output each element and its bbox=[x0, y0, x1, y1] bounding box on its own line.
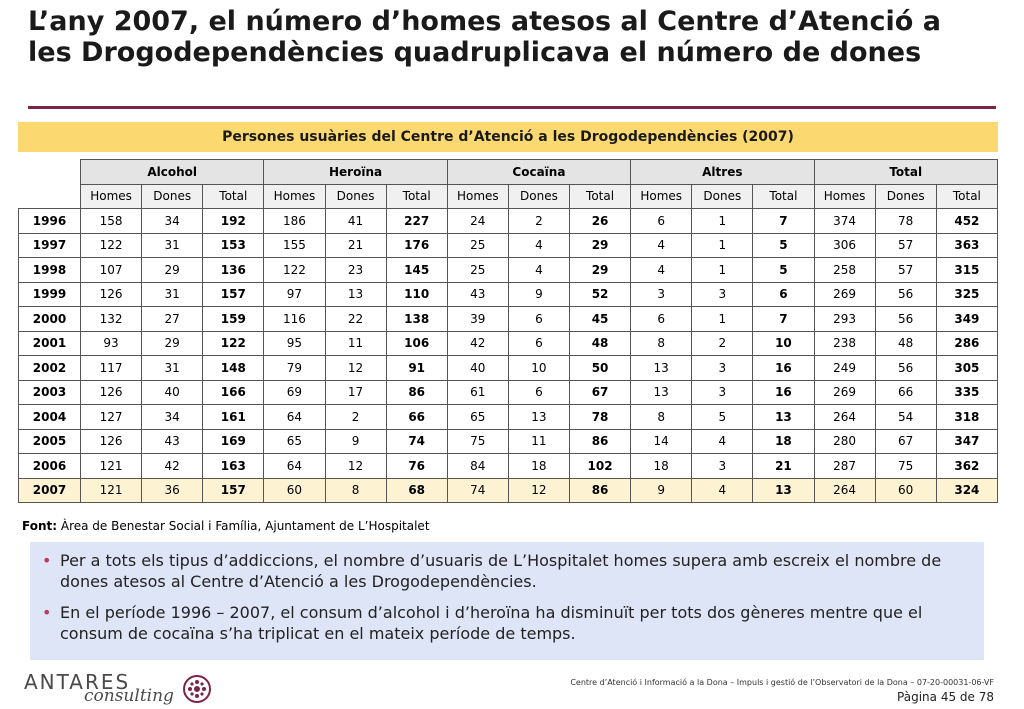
value-cell: 31 bbox=[142, 356, 203, 381]
value-cell: 287 bbox=[814, 454, 875, 479]
total-cell: 102 bbox=[570, 454, 631, 479]
value-cell: 43 bbox=[447, 282, 508, 307]
value-cell: 13 bbox=[508, 405, 569, 430]
value-cell: 64 bbox=[264, 405, 325, 430]
group-header-row bbox=[19, 160, 998, 185]
value-cell: 249 bbox=[814, 356, 875, 381]
value-cell: 42 bbox=[142, 454, 203, 479]
corner-cell bbox=[19, 160, 81, 209]
total-cell: 86 bbox=[386, 380, 447, 405]
value-cell: 64 bbox=[264, 454, 325, 479]
value-cell: 27 bbox=[142, 307, 203, 332]
table-row bbox=[19, 454, 998, 479]
total-cell: 157 bbox=[203, 478, 264, 503]
value-cell: 4 bbox=[508, 258, 569, 283]
value-cell: 10 bbox=[508, 356, 569, 381]
total-cell: 305 bbox=[936, 356, 997, 381]
value-cell: 3 bbox=[631, 282, 692, 307]
value-cell: 155 bbox=[264, 233, 325, 258]
value-cell: 8 bbox=[631, 405, 692, 430]
year-cell: 2000 bbox=[19, 307, 81, 332]
value-cell: 17 bbox=[325, 380, 386, 405]
value-cell: 258 bbox=[814, 258, 875, 283]
value-cell: 40 bbox=[142, 380, 203, 405]
total-cell: 29 bbox=[570, 233, 631, 258]
total-cell: 74 bbox=[386, 429, 447, 454]
value-cell: 39 bbox=[447, 307, 508, 332]
value-cell: 54 bbox=[875, 405, 936, 430]
total-cell: 138 bbox=[386, 307, 447, 332]
value-cell: 8 bbox=[325, 478, 386, 503]
table-row bbox=[19, 405, 998, 430]
value-cell: 36 bbox=[142, 478, 203, 503]
total-cell: 110 bbox=[386, 282, 447, 307]
value-cell: 264 bbox=[814, 405, 875, 430]
year-cell: 2006 bbox=[19, 454, 81, 479]
table-row bbox=[19, 233, 998, 258]
total-cell: 169 bbox=[203, 429, 264, 454]
year-cell: 2007 bbox=[19, 478, 81, 503]
key-findings-box bbox=[30, 542, 984, 660]
value-cell: 65 bbox=[447, 405, 508, 430]
column-header: Dones bbox=[142, 184, 203, 209]
total-cell: 363 bbox=[936, 233, 997, 258]
value-cell: 1 bbox=[692, 307, 753, 332]
value-cell: 158 bbox=[81, 209, 142, 234]
value-cell: 25 bbox=[447, 233, 508, 258]
value-cell: 2 bbox=[325, 405, 386, 430]
total-cell: 26 bbox=[570, 209, 631, 234]
value-cell: 293 bbox=[814, 307, 875, 332]
value-cell: 56 bbox=[875, 282, 936, 307]
year-cell: 2003 bbox=[19, 380, 81, 405]
total-cell: 347 bbox=[936, 429, 997, 454]
value-cell: 117 bbox=[81, 356, 142, 381]
logo-subtitle: consulting bbox=[84, 686, 174, 706]
column-header: Homes bbox=[264, 184, 325, 209]
total-cell: 7 bbox=[753, 307, 814, 332]
value-cell: 122 bbox=[264, 258, 325, 283]
table-row bbox=[19, 258, 998, 283]
value-cell: 2 bbox=[508, 209, 569, 234]
total-cell: 5 bbox=[753, 258, 814, 283]
table-row bbox=[19, 307, 998, 332]
total-cell: 286 bbox=[936, 331, 997, 356]
column-header: Dones bbox=[508, 184, 569, 209]
value-cell: 306 bbox=[814, 233, 875, 258]
value-cell: 1 bbox=[692, 258, 753, 283]
value-cell: 61 bbox=[447, 380, 508, 405]
value-cell: 8 bbox=[631, 331, 692, 356]
group-header: Cocaïna bbox=[447, 160, 630, 185]
group-header: Altres bbox=[631, 160, 814, 185]
subheader-row bbox=[19, 184, 998, 209]
year-cell: 2004 bbox=[19, 405, 81, 430]
column-header: Total bbox=[386, 184, 447, 209]
value-cell: 56 bbox=[875, 356, 936, 381]
total-cell: 67 bbox=[570, 380, 631, 405]
value-cell: 3 bbox=[692, 282, 753, 307]
finding-item bbox=[42, 602, 970, 644]
data-table bbox=[18, 159, 998, 503]
total-cell: 18 bbox=[753, 429, 814, 454]
column-header: Total bbox=[570, 184, 631, 209]
total-cell: 166 bbox=[203, 380, 264, 405]
source-text: Àrea de Benestar Social i Família, Ajuntament de L’Hospitalet bbox=[60, 519, 430, 533]
value-cell: 6 bbox=[508, 331, 569, 356]
total-cell: 68 bbox=[386, 478, 447, 503]
value-cell: 74 bbox=[447, 478, 508, 503]
value-cell: 29 bbox=[142, 258, 203, 283]
value-cell: 6 bbox=[631, 307, 692, 332]
total-cell: 52 bbox=[570, 282, 631, 307]
total-cell: 325 bbox=[936, 282, 997, 307]
total-cell: 315 bbox=[936, 258, 997, 283]
value-cell: 132 bbox=[81, 307, 142, 332]
total-cell: 48 bbox=[570, 331, 631, 356]
value-cell: 75 bbox=[447, 429, 508, 454]
total-cell: 86 bbox=[570, 478, 631, 503]
group-header: Alcohol bbox=[81, 160, 264, 185]
value-cell: 12 bbox=[325, 356, 386, 381]
value-cell: 29 bbox=[142, 331, 203, 356]
source-label: Font: bbox=[22, 519, 58, 533]
value-cell: 1 bbox=[692, 209, 753, 234]
column-header: Total bbox=[936, 184, 997, 209]
value-cell: 12 bbox=[325, 454, 386, 479]
column-header: Dones bbox=[325, 184, 386, 209]
value-cell: 31 bbox=[142, 233, 203, 258]
value-cell: 9 bbox=[325, 429, 386, 454]
total-cell: 324 bbox=[936, 478, 997, 503]
column-header: Dones bbox=[875, 184, 936, 209]
table-row bbox=[19, 380, 998, 405]
value-cell: 9 bbox=[508, 282, 569, 307]
total-cell: 157 bbox=[203, 282, 264, 307]
value-cell: 25 bbox=[447, 258, 508, 283]
total-cell: 91 bbox=[386, 356, 447, 381]
table-row bbox=[19, 356, 998, 381]
value-cell: 95 bbox=[264, 331, 325, 356]
group-header: Total bbox=[814, 160, 998, 185]
value-cell: 238 bbox=[814, 331, 875, 356]
total-cell: 78 bbox=[570, 405, 631, 430]
total-cell: 21 bbox=[753, 454, 814, 479]
value-cell: 269 bbox=[814, 380, 875, 405]
year-cell: 1996 bbox=[19, 209, 81, 234]
value-cell: 280 bbox=[814, 429, 875, 454]
value-cell: 11 bbox=[325, 331, 386, 356]
value-cell: 11 bbox=[508, 429, 569, 454]
value-cell: 84 bbox=[447, 454, 508, 479]
value-cell: 122 bbox=[81, 233, 142, 258]
value-cell: 3 bbox=[692, 356, 753, 381]
total-cell: 13 bbox=[753, 478, 814, 503]
total-cell: 45 bbox=[570, 307, 631, 332]
column-header: Total bbox=[753, 184, 814, 209]
total-cell: 5 bbox=[753, 233, 814, 258]
total-cell: 16 bbox=[753, 380, 814, 405]
total-cell: 362 bbox=[936, 454, 997, 479]
finding-text: En el període 1996 – 2007, el consum d’alcohol i d’heroïna ha disminuït per tots dos gèneres mentre que el consum de cocaïna s’ha triplicat en el mateix període de temps. bbox=[60, 603, 923, 643]
value-cell: 57 bbox=[875, 233, 936, 258]
value-cell: 34 bbox=[142, 405, 203, 430]
value-cell: 126 bbox=[81, 282, 142, 307]
value-cell: 1 bbox=[692, 233, 753, 258]
value-cell: 75 bbox=[875, 454, 936, 479]
value-cell: 79 bbox=[264, 356, 325, 381]
value-cell: 121 bbox=[81, 478, 142, 503]
value-cell: 18 bbox=[508, 454, 569, 479]
value-cell: 126 bbox=[81, 429, 142, 454]
total-cell: 318 bbox=[936, 405, 997, 430]
total-cell: 16 bbox=[753, 356, 814, 381]
column-header: Homes bbox=[631, 184, 692, 209]
total-cell: 122 bbox=[203, 331, 264, 356]
value-cell: 264 bbox=[814, 478, 875, 503]
value-cell: 6 bbox=[508, 307, 569, 332]
table-row bbox=[19, 429, 998, 454]
value-cell: 41 bbox=[325, 209, 386, 234]
value-cell: 21 bbox=[325, 233, 386, 258]
value-cell: 60 bbox=[264, 478, 325, 503]
total-cell: 349 bbox=[936, 307, 997, 332]
value-cell: 9 bbox=[631, 478, 692, 503]
column-header: Homes bbox=[814, 184, 875, 209]
value-cell: 43 bbox=[142, 429, 203, 454]
page-number: Pàgina 45 de 78 bbox=[897, 690, 994, 704]
year-cell: 2005 bbox=[19, 429, 81, 454]
value-cell: 56 bbox=[875, 307, 936, 332]
value-cell: 57 bbox=[875, 258, 936, 283]
total-cell: 176 bbox=[386, 233, 447, 258]
value-cell: 60 bbox=[875, 478, 936, 503]
year-cell: 1997 bbox=[19, 233, 81, 258]
total-cell: 452 bbox=[936, 209, 997, 234]
value-cell: 116 bbox=[264, 307, 325, 332]
total-cell: 145 bbox=[386, 258, 447, 283]
total-cell: 66 bbox=[386, 405, 447, 430]
value-cell: 18 bbox=[631, 454, 692, 479]
total-cell: 29 bbox=[570, 258, 631, 283]
column-header: Homes bbox=[447, 184, 508, 209]
value-cell: 23 bbox=[325, 258, 386, 283]
value-cell: 34 bbox=[142, 209, 203, 234]
value-cell: 269 bbox=[814, 282, 875, 307]
total-cell: 10 bbox=[753, 331, 814, 356]
value-cell: 6 bbox=[508, 380, 569, 405]
total-cell: 153 bbox=[203, 233, 264, 258]
value-cell: 5 bbox=[692, 405, 753, 430]
value-cell: 13 bbox=[631, 356, 692, 381]
value-cell: 126 bbox=[81, 380, 142, 405]
value-cell: 42 bbox=[447, 331, 508, 356]
logo-wordmark: ANTARES bbox=[24, 670, 131, 694]
total-cell: 136 bbox=[203, 258, 264, 283]
value-cell: 186 bbox=[264, 209, 325, 234]
value-cell: 66 bbox=[875, 380, 936, 405]
finding-item bbox=[42, 550, 970, 592]
total-cell: 192 bbox=[203, 209, 264, 234]
source-note bbox=[22, 519, 430, 533]
value-cell: 31 bbox=[142, 282, 203, 307]
title-divider bbox=[28, 106, 996, 109]
logo-emblem-icon bbox=[182, 674, 212, 704]
value-cell: 4 bbox=[508, 233, 569, 258]
value-cell: 4 bbox=[692, 429, 753, 454]
total-cell: 50 bbox=[570, 356, 631, 381]
value-cell: 22 bbox=[325, 307, 386, 332]
value-cell: 48 bbox=[875, 331, 936, 356]
bullet-icon: • bbox=[42, 603, 52, 622]
total-cell: 106 bbox=[386, 331, 447, 356]
value-cell: 4 bbox=[692, 478, 753, 503]
total-cell: 159 bbox=[203, 307, 264, 332]
column-header: Homes bbox=[81, 184, 142, 209]
finding-text: Per a tots els tipus d’addiccions, el nombre d’usuaris de L’Hospitalet homes supera amb escreix el nombre de dones atesos al Centre d’Atenció a les Drogodependències. bbox=[60, 551, 942, 591]
bullet-icon: • bbox=[42, 551, 52, 570]
value-cell: 24 bbox=[447, 209, 508, 234]
total-cell: 6 bbox=[753, 282, 814, 307]
value-cell: 97 bbox=[264, 282, 325, 307]
total-cell: 86 bbox=[570, 429, 631, 454]
value-cell: 65 bbox=[264, 429, 325, 454]
table-row bbox=[19, 209, 998, 234]
value-cell: 2 bbox=[692, 331, 753, 356]
value-cell: 13 bbox=[631, 380, 692, 405]
table-row bbox=[19, 282, 998, 307]
value-cell: 13 bbox=[325, 282, 386, 307]
total-cell: 13 bbox=[753, 405, 814, 430]
total-cell: 227 bbox=[386, 209, 447, 234]
value-cell: 93 bbox=[81, 331, 142, 356]
value-cell: 6 bbox=[631, 209, 692, 234]
column-header: Dones bbox=[692, 184, 753, 209]
value-cell: 4 bbox=[631, 233, 692, 258]
value-cell: 121 bbox=[81, 454, 142, 479]
total-cell: 163 bbox=[203, 454, 264, 479]
total-cell: 148 bbox=[203, 356, 264, 381]
value-cell: 14 bbox=[631, 429, 692, 454]
total-cell: 76 bbox=[386, 454, 447, 479]
column-header: Total bbox=[203, 184, 264, 209]
table-caption: Persones usuàries del Centre d’Atenció a les Drogodependències (2007) bbox=[18, 122, 998, 152]
table-row bbox=[19, 331, 998, 356]
value-cell: 67 bbox=[875, 429, 936, 454]
value-cell: 69 bbox=[264, 380, 325, 405]
group-header: Heroïna bbox=[264, 160, 447, 185]
total-cell: 7 bbox=[753, 209, 814, 234]
value-cell: 374 bbox=[814, 209, 875, 234]
year-cell: 2002 bbox=[19, 356, 81, 381]
footer-note: Centre d’Atenció i Informació a la Dona – Impuls i gestió de l’Observatori de la Dona – 07-20-00031-06-VF bbox=[570, 678, 994, 687]
value-cell: 107 bbox=[81, 258, 142, 283]
year-cell: 1999 bbox=[19, 282, 81, 307]
value-cell: 127 bbox=[81, 405, 142, 430]
total-cell: 335 bbox=[936, 380, 997, 405]
value-cell: 40 bbox=[447, 356, 508, 381]
table-body bbox=[19, 209, 998, 503]
value-cell: 3 bbox=[692, 380, 753, 405]
year-cell: 1998 bbox=[19, 258, 81, 283]
value-cell: 3 bbox=[692, 454, 753, 479]
page-title: L’any 2007, el número d’homes atesos al Centre d’Atenció a les Drogodependències quadruplicava el número de dones bbox=[28, 6, 941, 68]
total-cell: 161 bbox=[203, 405, 264, 430]
value-cell: 78 bbox=[875, 209, 936, 234]
year-cell: 2001 bbox=[19, 331, 81, 356]
value-cell: 12 bbox=[508, 478, 569, 503]
table-row bbox=[19, 478, 998, 503]
value-cell: 4 bbox=[631, 258, 692, 283]
